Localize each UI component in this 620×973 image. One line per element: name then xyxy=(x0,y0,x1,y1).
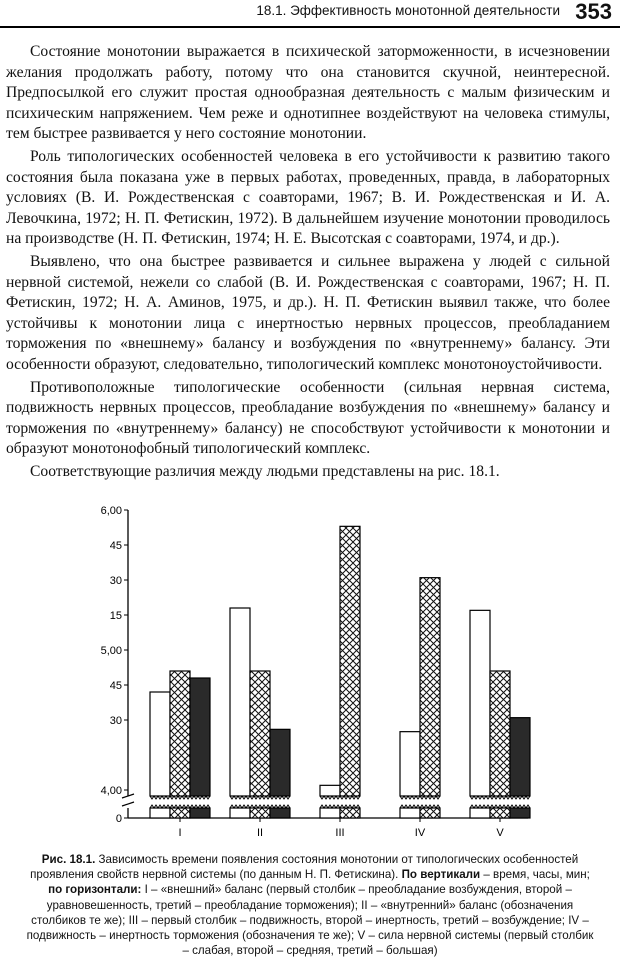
y-tick-label: 15 xyxy=(109,610,122,622)
bar xyxy=(270,729,290,796)
paragraph: Противоположные типологические особенности (сильная нервная система, подвижность нервных процессов, преобладание возбуждения по «внешнему» балансу и торможения по «внутреннему» балансу) не способствуют устойчивости к монотонии и образуют монотонофобный типологический комплекс. xyxy=(6,378,610,458)
y-tick-label: 0 xyxy=(115,813,122,825)
bar xyxy=(150,692,170,796)
caption-horizontal-label: по горизонтали: xyxy=(48,883,142,897)
chart-bars xyxy=(150,526,530,818)
bar xyxy=(510,718,530,796)
axis-break-mark xyxy=(122,794,134,806)
bar-stub xyxy=(340,808,360,818)
x-tick-label: III xyxy=(335,827,345,839)
y-tick-label: 45 xyxy=(109,680,122,692)
caption-text: I – «внешний» баланс (первый столбик – преобладание возбуждения, второй – уравновешенность, третий – преобладание торможения); II – «внутренний» баланс (обозначения столбиков те же); III – первый столбик – подвижность, второй – инертность, третий – возбуждение; IV – подвижность – инертность торможения (обозначения те же); V – сила нервной системы (первый столбик – слабая, второй – средняя, третий – большая) xyxy=(26,883,594,958)
x-tick-label: II xyxy=(256,827,264,839)
bar-chart xyxy=(80,500,540,850)
caption-label: Рис. 18.1. xyxy=(41,853,96,866)
paragraph: Состояние монотонии выражается в психической заторможенности, в исчезновении желания продолжать работу, потому что она становится скучной, неинтересной. Предпосылкой его служит простая однообразная деятельность с малым физическим и психическим напряжением. Чем реже и однотипнее воздействуют на человека стимулы, тем быстрее развивается у него состояние монотонии. xyxy=(6,43,610,143)
bar xyxy=(400,732,420,796)
y-tick-label: 30 xyxy=(109,575,122,587)
paragraph: Соответствующие различия между людьми представлены на рис. 18.1. xyxy=(30,462,500,480)
x-tick-label: IV xyxy=(414,827,426,839)
bar-stub xyxy=(250,808,270,818)
bar xyxy=(340,526,360,796)
paragraph: Роль типологических особенностей человека в его устойчивости к развитию такого состояния была показана уже в первых работах, проведенных, правда, в лабораторных условиях (В. И. Рождественская с соавторами, 1967; В. И. Рождественская и И. А. Левочкина, 1972; Н. П. Фетискин, 1972). В дальнейшем изучение монотонии проводилось на производстве (Н. П. Фетискин, 1974; Н. Е. Высотская с соавторами, 1974, и др.). xyxy=(6,147,610,248)
caption-text: Зависимость времени появления состояния монотонии от типологических особенностей проявления свойств нервной системы (по данным Н. П. Фетискина). xyxy=(30,853,579,882)
bar-stub xyxy=(230,808,250,818)
bar xyxy=(490,671,510,796)
running-title: 18.1. Эффективность монотонной деятельности xyxy=(256,3,560,18)
figure-caption xyxy=(24,852,596,958)
bar xyxy=(320,785,340,796)
bar-stub xyxy=(490,808,510,818)
bar-stub xyxy=(420,808,440,818)
bar xyxy=(170,671,190,796)
bar-stub xyxy=(510,808,530,818)
y-tick-label: 30 xyxy=(109,715,122,727)
bar-stub xyxy=(170,808,190,818)
bar xyxy=(420,578,440,796)
bar-stub xyxy=(320,808,340,818)
bar xyxy=(470,610,490,796)
y-tick-label: 6,00 xyxy=(100,505,122,517)
paragraph: Выявлено, что она быстрее развивается и сильнее выражена у людей с сильной нервной системой, нежели со слабой (В. И. Рождественская с соавторами, 1967; Н. П. Фетискин, 1972; Н. А. Аминов, 1975, и др.). Н. П. Фетискин выявил также, что более устойчивы к монотонии лица с инертностью нервных процессов, преобладанием торможения по «внешнему» балансу и возбуждения по «внутреннему» балансу. Эти особенности образуют, следовательно, типологический комплекс монотоноустойчивости. xyxy=(6,252,610,373)
body-text xyxy=(6,42,610,484)
caption-vertical-label: По вертикали xyxy=(401,868,481,882)
bar xyxy=(190,678,210,796)
bar-stub xyxy=(150,808,170,818)
bar-stub xyxy=(400,808,420,818)
bar-stub xyxy=(190,808,210,818)
bar xyxy=(250,671,270,796)
figure-chart xyxy=(80,500,540,850)
caption-text: – время, часы, мин; xyxy=(480,868,590,882)
y-tick-label: 5,00 xyxy=(100,645,122,657)
y-tick-label: 4,00 xyxy=(100,785,122,797)
page-number: 353 xyxy=(575,0,612,24)
bar-stub xyxy=(270,808,290,818)
page-header xyxy=(0,0,620,28)
bar-stub xyxy=(470,808,490,818)
x-tick-label: I xyxy=(178,827,182,839)
x-tick-label: V xyxy=(496,827,504,839)
y-tick-label: 45 xyxy=(109,540,122,552)
bar xyxy=(230,608,250,796)
